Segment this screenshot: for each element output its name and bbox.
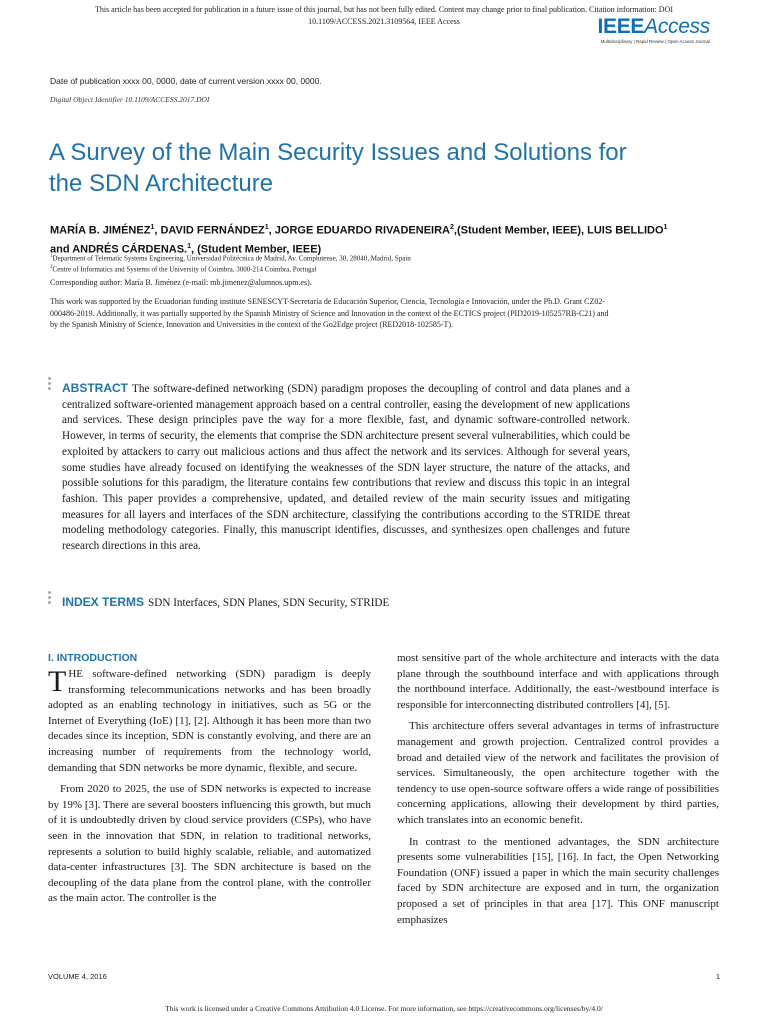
column-right — [397, 651, 719, 928]
license-notice: This work is licensed under a Creative Commons Attribution 4.0 License. For more information, see https://creativecommons.org/licenses/by/4.0/ — [165, 1004, 603, 1013]
author-1: MARÍA B. JIMÉNEZ — [50, 224, 151, 237]
author-5-affil: 1 — [187, 242, 192, 250]
section-heading-introduction: I. INTRODUCTION — [48, 652, 138, 664]
author-2-affil: 1 — [264, 224, 269, 231]
funding-note: This work was supported by the Ecuadorian funding institute SENESCYT-Secretaría de Educación Superior, Ciencia, Tecnología e Innovación, under the Ph.D. Grant CZ02-000486-2019. Additionally, it was partially supported by the Spanish Ministry of Science and Innovation in the context of the ECTICS project (PID2019-105257RB-C21) and by the Spanish Ministry of Science, Innovation and Universities in the context of the Go2Edge project (RED2018-102585-T). — [50, 297, 609, 330]
author-3-affil: 2 — [450, 224, 454, 231]
intro-paragraph-1: THE software-defined networking (SDN) paradigm is deeply transforming telecommunications networks and has been broadly adopted as an enabling technology in initiatives, such as 5G or the Internet of Everything (IoE) [1], [2]. Although it has been more than two decades since its inception, SDN is constantly evolving, and there are an increasing number of requirements from the technology world, demanding that SDN networks be more dynamic, flexible, and secure. — [48, 665, 371, 774]
intro-paragraph-3: most sensitive part of the whole architecture and interacts with the data plane through the southbound interface and with applications through the northbound interface. Additionally, the east-/westbound interface is responsible for interconnecting distributed controllers [4], [5]. — [397, 652, 719, 711]
drop-cap: T — [48, 665, 67, 698]
author-4: ,(Student Member, IEEE), LUIS BELLIDO — [453, 224, 664, 237]
author-3: , JORGE EDUARDO RIVADENEIRA — [268, 224, 450, 237]
corresponding-author: Corresponding author: María B. Jiménez (e-mail: mb.jimenez@alumnos.upm.es). — [50, 278, 312, 287]
author-4-affil: 1 — [663, 224, 668, 231]
volume-label: VOLUME 4, 2016 — [48, 972, 107, 981]
index-terms — [62, 595, 630, 611]
abstract-marker-icon — [48, 377, 52, 392]
author-1-affil: 1 — [150, 224, 155, 231]
index-terms-label: INDEX TERMS — [62, 595, 145, 609]
index-terms-text: SDN Interfaces, SDN Planes, SDN Security, STRIDE — [148, 597, 390, 609]
index-terms-marker-icon — [48, 591, 52, 606]
affiliation-1: $^1$Department of Telematic Systems Engineering, Universidad Politécnica de Madrid, Av. Complutense, 30, 28040, Madrid, Spain — [50, 254, 411, 263]
abstract-text: The software-defined networking (SDN) paradigm proposes the decoupling of control and data planes and a centralized software-oriented management approach based on a central controller, easing the development of new applications and services. These design principles pave the way for a more flexible, fast, and dynamic software-controlled network. However, in terms of security, the elements that comprise the SDN architecture present several vulnerabilities, which could be exploited by attackers to carry out malicious actions and thus affect the network and its services. Although for several years, some studies have already focused on identifying the weaknesses of the SDN layer structure, the nature of the attacks, and possible solutions for this paradigm, the literature contains few contributions that review and discuss this topic in an integral fashion. This paper provides a comprehensive, updated, and detailed review of the main security issues and mitigating measures for all layers and interfaces of the SDN architecture, classifying the contributions according to the STRIDE threat modeling methodology categories. Finally, this manuscript identifies, discusses, and synthesizes open challenges and future research directions in this area. — [62, 383, 630, 553]
logo-tagline: Multidisciplinary | Rapid Review | Open Access Journal — [600, 39, 710, 44]
affiliations — [50, 252, 670, 275]
author-5: and ANDRÉS CÁRDENAS. — [50, 243, 188, 256]
publication-date: Date of publication xxxx 00, 0000, date of current version xxxx 00, 0000. — [50, 76, 322, 86]
ieee-access-logo — [580, 16, 710, 44]
page-number: 1 — [715, 972, 720, 981]
notice-line-1: This article has been accepted for publication in a future issue of this journal, but has not been fully edited. Content may change prior to final publication. Citation information: DOI — [94, 5, 674, 14]
doi-line: Digital Object Identifier 10.1109/ACCESS.2017.DOI — [50, 95, 210, 104]
intro-paragraph-5: In contrast to the mentioned advantages, the SDN architecture presents some vulnerabilities [15], [16]. In fact, the Open Networking Foundation (ONF) issued a paper in which the main security challenges faced by SDN architecture are exposed and in turn, the organization proposed a set of principles in that area [17]. This ONF manuscript emphasizes — [397, 835, 719, 926]
author-6: , (Student Member, IEEE) — [191, 243, 322, 256]
notice-line-2: 10.1109/ACCESS.2021.3109564, IEEE Access — [308, 17, 460, 26]
abstract-label: ABSTRACT — [62, 381, 128, 395]
logo-access: Access — [644, 15, 710, 38]
logo-ieee: IEEE — [597, 15, 645, 38]
intro-paragraph-4: This architecture offers several advantages in terms of infrastructure management and growth projection. Centralized control provides a broad and detailed view of the network and facilitates the provision of services. Simultaneously, the open architecture together with the tendency to use open-source software offers a wide range of possibilities concerning applications, allowing their development by third parties, which translates into an economic benefit. — [397, 720, 719, 826]
abstract — [62, 381, 630, 555]
author-2: , DAVID FERNÁNDEZ — [154, 224, 265, 237]
paper-title: A Survey of the Main Security Issues and Solutions for the SDN Architecture — [49, 139, 627, 197]
affiliation-2: $^2$Centre of Informatics and Systems of the University of Coimbra, 3000-214 Coimbra, Portugal — [50, 265, 317, 274]
logo-wordmark — [580, 16, 710, 38]
column-left — [48, 651, 371, 907]
intro-paragraph-2: From 2020 to 2025, the use of SDN networks is expected to increase by 19% [3]. There are several boosters influencing this growth, but much of it is undoubtedly driven by cloud service providers (CSPs), who have seen in the innovation that SDN, in relation to traditional networks, represents a solution to build highly scalable, reliable, and automatized data-center infrastructures [3]. The SDN architecture is based on the decoupling of the data plane from the control plane, with the controller as the main actor. The controller is the — [48, 783, 371, 905]
